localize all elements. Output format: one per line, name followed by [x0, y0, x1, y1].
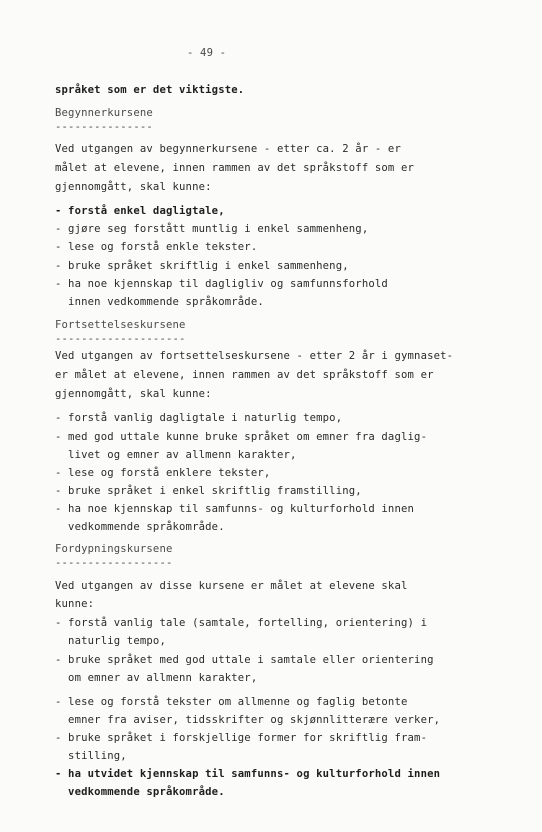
intro-line: språket som er det viktigste. [55, 84, 245, 96]
list-item: - bruke språket i forskjellige former for skriftlig fram- [55, 732, 428, 744]
list-item: - ha noe kjennskap til samfunns- og kulturforhold innen [55, 503, 415, 515]
paragraph-line: Ved utgangen av disse kursene er målet at elevene skal [55, 580, 408, 592]
paragraph-line: er målet at elevene, innen rammen av det språkstoff som er [55, 369, 434, 381]
section-heading: Fortsettelseskursene [55, 319, 186, 331]
list-item: - forstå enkel dagligtale, [55, 205, 225, 217]
list-item: - lese og forstå enkle tekster. [55, 241, 258, 253]
page-number: - 49 - [187, 47, 227, 59]
list-item-continuation: livet og emner av allmenn karakter, [55, 449, 297, 461]
list-item-continuation: naturlig tempo, [55, 635, 166, 647]
section-underline: --------------- [55, 121, 153, 133]
list-item-continuation: om emner av allmenn karakter, [55, 672, 258, 684]
paragraph-line: kunne: [55, 598, 95, 610]
list-item-continuation: stilling, [55, 750, 127, 762]
section-heading: Fordypningskursene [55, 543, 173, 555]
list-item-continuation: emner fra aviser, tidsskrifter og skjønnlitterære verker, [55, 714, 441, 726]
list-item: - forstå vanlig tale (samtale, fortelling, orientering) i [55, 617, 428, 629]
list-item-continuation: innen vedkommende språkområde. [55, 296, 264, 308]
list-item: - forstå vanlig dagligtale i naturlig tempo, [55, 412, 343, 424]
paragraph-line: gjennomgått, skal kunne: [55, 181, 212, 193]
list-item: - lese og forstå tekster om allmenne og faglig betonte [55, 696, 408, 708]
list-item: - ha utvidet kjennskap til samfunns- og kulturforhold innen [55, 768, 441, 780]
paragraph-line: Ved utgangen av begynnerkursene - etter ca. 2 år - er [55, 143, 401, 155]
list-item-continuation: vedkommende språkområde. [55, 521, 225, 533]
list-item: - med god uttale kunne bruke språket om emner fra daglig- [55, 431, 428, 443]
paragraph-line: målet at elevene, innen rammen av det språkstoff som er [55, 162, 415, 174]
list-item-continuation: vedkommende språkområde. [55, 786, 225, 798]
list-item: - ha noe kjennskap til dagligliv og samfunnsforhold [55, 278, 388, 290]
section-heading: Begynnerkursene [55, 107, 153, 119]
list-item: - bruke språket i enkel skriftlig framstilling, [55, 485, 362, 497]
section-underline: -------------------- [55, 333, 186, 345]
paragraph-line: gjennomgått, skal kunne: [55, 388, 212, 400]
list-item: - bruke språket skriftlig i enkel sammenheng, [55, 260, 349, 272]
list-item: - bruke språket med god uttale i samtale eller orientering [55, 654, 434, 666]
paragraph-line: Ved utgangen av fortsettelseskursene - etter 2 år i gymnaset- [55, 350, 454, 362]
list-item: - lese og forstå enklere tekster, [55, 467, 271, 479]
list-item: - gjøre seg forstått muntlig i enkel sammenheng, [55, 223, 369, 235]
section-underline: ------------------ [55, 557, 173, 569]
